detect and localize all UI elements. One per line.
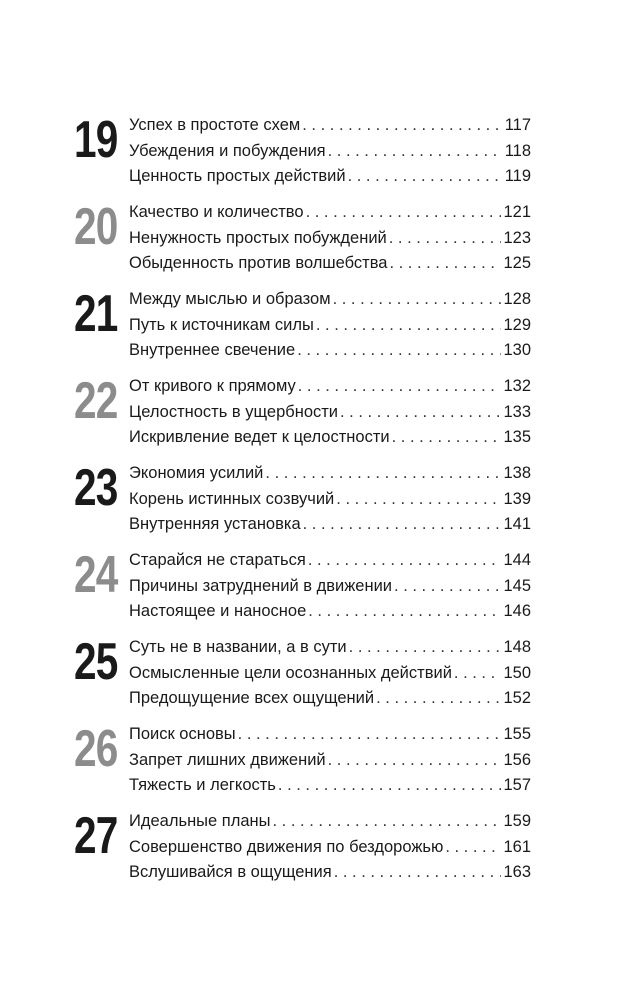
toc-entry-page: 141 — [503, 515, 531, 533]
dot-leader — [334, 860, 502, 886]
toc-entry[interactable] — [129, 860, 531, 886]
chapter-22 — [72, 374, 532, 461]
dot-leader — [308, 548, 502, 574]
toc-entry-page: 128 — [503, 290, 531, 308]
toc-entry-title: Осмысленные цели осознанных действий — [129, 663, 452, 682]
toc-entry[interactable] — [129, 338, 531, 364]
dot-leader — [316, 313, 502, 339]
dot-leader — [328, 748, 502, 774]
toc-entry[interactable] — [129, 809, 531, 835]
toc-entry-page: 155 — [503, 725, 531, 743]
dot-leader — [348, 164, 503, 190]
toc-entry-page: 121 — [503, 203, 531, 221]
toc-entry-page: 133 — [503, 402, 531, 421]
toc-entry-page: 145 — [503, 576, 531, 595]
toc-entry[interactable] — [129, 835, 531, 861]
toc-entry[interactable] — [129, 487, 531, 513]
toc-entry-title: Вслушивайся в ощущения — [129, 863, 332, 881]
toc-entry-page: 157 — [503, 776, 531, 794]
toc-entry-title: Целостность в ущербности — [129, 402, 339, 421]
toc-entry[interactable] — [129, 661, 531, 687]
toc-entry-title: Обыденность против волшебства — [129, 254, 388, 272]
dot-leader — [454, 661, 502, 687]
dot-leader — [265, 461, 501, 487]
dot-leader — [349, 635, 502, 661]
toc-entry-title: Внутреннее свечение — [129, 341, 296, 359]
chapter-19 — [72, 113, 532, 200]
chapter-number: 27 — [74, 807, 118, 865]
toc-entry[interactable] — [129, 287, 531, 313]
chapter-number: 26 — [74, 720, 118, 778]
toc-entry-title: Предощущение всех ощущений — [129, 689, 375, 707]
toc-entry-page: 138 — [503, 464, 531, 482]
toc-entry-title: Идеальные планы — [129, 812, 271, 830]
toc-entry-page: 148 — [503, 638, 531, 656]
toc-entry-page: 163 — [503, 863, 531, 881]
toc-entry-title: Тяжесть и легкость — [129, 776, 276, 794]
toc-entry-page: 125 — [503, 254, 531, 272]
dot-leader — [392, 425, 502, 451]
toc-entry-page: 119 — [504, 167, 531, 185]
toc-entry[interactable] — [129, 773, 531, 799]
chapter-entries — [129, 374, 531, 451]
dot-leader — [389, 226, 502, 252]
toc-entry[interactable] — [129, 425, 531, 451]
toc-entry[interactable] — [129, 635, 531, 661]
chapter-entries — [129, 200, 531, 277]
toc-entry-title: Корень истинных созвучий — [129, 489, 335, 508]
toc-entry-title: Настоящее и наносное — [129, 602, 307, 620]
dot-leader — [298, 374, 502, 400]
toc-entry-title: Запрет лишних движений — [129, 750, 326, 769]
toc-entry-page: 159 — [503, 812, 531, 830]
toc-entry[interactable] — [129, 400, 531, 426]
toc-entry[interactable] — [129, 722, 531, 748]
toc-entry[interactable] — [129, 599, 531, 625]
toc-entry-title: Ценность простых действий — [129, 167, 346, 185]
toc-entry-page: 117 — [504, 116, 531, 134]
dot-leader — [328, 139, 503, 165]
dot-leader — [297, 338, 501, 364]
toc-entry-title: Искривление ведет к целостности — [129, 428, 390, 446]
chapter-entries — [129, 635, 531, 712]
dot-leader — [340, 400, 501, 426]
toc-entry-title: Суть не в названии, а в сути — [129, 638, 347, 656]
toc-entry-page: 132 — [503, 377, 531, 395]
chapter-23 — [72, 461, 532, 548]
chapter-number: 21 — [74, 285, 118, 343]
toc-entry-page: 156 — [503, 750, 531, 769]
chapter-entries — [129, 287, 531, 364]
chapter-25 — [72, 635, 532, 722]
toc-entry[interactable] — [129, 686, 531, 712]
toc-entry-page: 139 — [503, 489, 531, 508]
toc-entry[interactable] — [129, 313, 531, 339]
chapter-entries — [129, 809, 531, 886]
chapter-entries — [129, 548, 531, 625]
chapter-26 — [72, 722, 532, 809]
toc-entry-title: Путь к источникам силы — [129, 315, 314, 334]
toc-entry[interactable] — [129, 512, 531, 538]
toc-entry[interactable] — [129, 139, 531, 165]
toc-entry[interactable] — [129, 461, 531, 487]
toc-entry-title: Успех в простоте схем — [129, 116, 301, 134]
dot-leader — [278, 773, 502, 799]
toc-entry-page: 135 — [503, 428, 531, 446]
toc-entry[interactable] — [129, 200, 531, 226]
toc-entry[interactable] — [129, 574, 531, 600]
dot-leader — [303, 512, 502, 538]
toc-entry[interactable] — [129, 374, 531, 400]
toc-entry-title: Старайся не стараться — [129, 551, 306, 569]
toc-entry-page: 129 — [503, 315, 531, 334]
toc-entry-title: Качество и количество — [129, 203, 304, 221]
chapter-number: 23 — [74, 459, 118, 517]
chapter-number: 24 — [74, 546, 118, 604]
toc-entry-page: 144 — [503, 551, 531, 569]
dot-leader — [306, 200, 502, 226]
chapter-entries — [129, 461, 531, 538]
dot-leader — [308, 599, 501, 625]
toc-entry[interactable] — [129, 164, 531, 190]
toc-entry-page: 150 — [503, 663, 531, 682]
dot-leader — [273, 809, 502, 835]
chapter-20 — [72, 200, 532, 287]
chapter-entries — [129, 722, 531, 799]
chapter-27 — [72, 809, 532, 896]
toc-entry[interactable] — [129, 113, 531, 139]
toc-entry-title: Убеждения и побуждения — [129, 141, 326, 160]
chapter-24 — [72, 548, 532, 635]
dot-leader — [445, 835, 501, 861]
chapter-entries — [129, 113, 531, 190]
toc-entry-title: Между мыслью и образом — [129, 290, 331, 308]
dot-leader — [394, 574, 501, 600]
toc-entry[interactable] — [129, 226, 531, 252]
toc-entry-title: Экономия усилий — [129, 464, 264, 482]
table-of-contents — [72, 113, 532, 896]
dot-leader — [238, 722, 502, 748]
dot-leader — [333, 287, 502, 313]
chapter-number: 20 — [74, 198, 118, 256]
chapter-number: 22 — [74, 372, 118, 430]
toc-entry-title: Ненужность простых побуждений — [129, 228, 387, 247]
chapter-number: 19 — [74, 111, 118, 169]
dot-leader — [302, 113, 502, 139]
toc-entry[interactable] — [129, 548, 531, 574]
toc-entry-title: Совершенство движения по бездорожью — [129, 837, 444, 856]
toc-entry-page: 152 — [503, 689, 531, 707]
toc-entry-page: 161 — [503, 837, 531, 856]
toc-entry-page: 123 — [503, 228, 531, 247]
toc-entry-title: От кривого к прямому — [129, 377, 296, 395]
chapter-21 — [72, 287, 532, 374]
toc-entry-page: 130 — [503, 341, 531, 359]
toc-entry-page: 146 — [503, 602, 531, 620]
toc-entry[interactable] — [129, 251, 531, 277]
toc-entry-title: Причины затруднений в движении — [129, 576, 393, 595]
toc-entry-page: 118 — [504, 141, 531, 160]
dot-leader — [336, 487, 501, 513]
toc-entry[interactable] — [129, 748, 531, 774]
dot-leader — [389, 251, 501, 277]
dot-leader — [376, 686, 501, 712]
toc-entry-title: Внутренняя установка — [129, 515, 301, 533]
toc-entry-title: Поиск основы — [129, 725, 236, 743]
chapter-number: 25 — [74, 633, 118, 691]
